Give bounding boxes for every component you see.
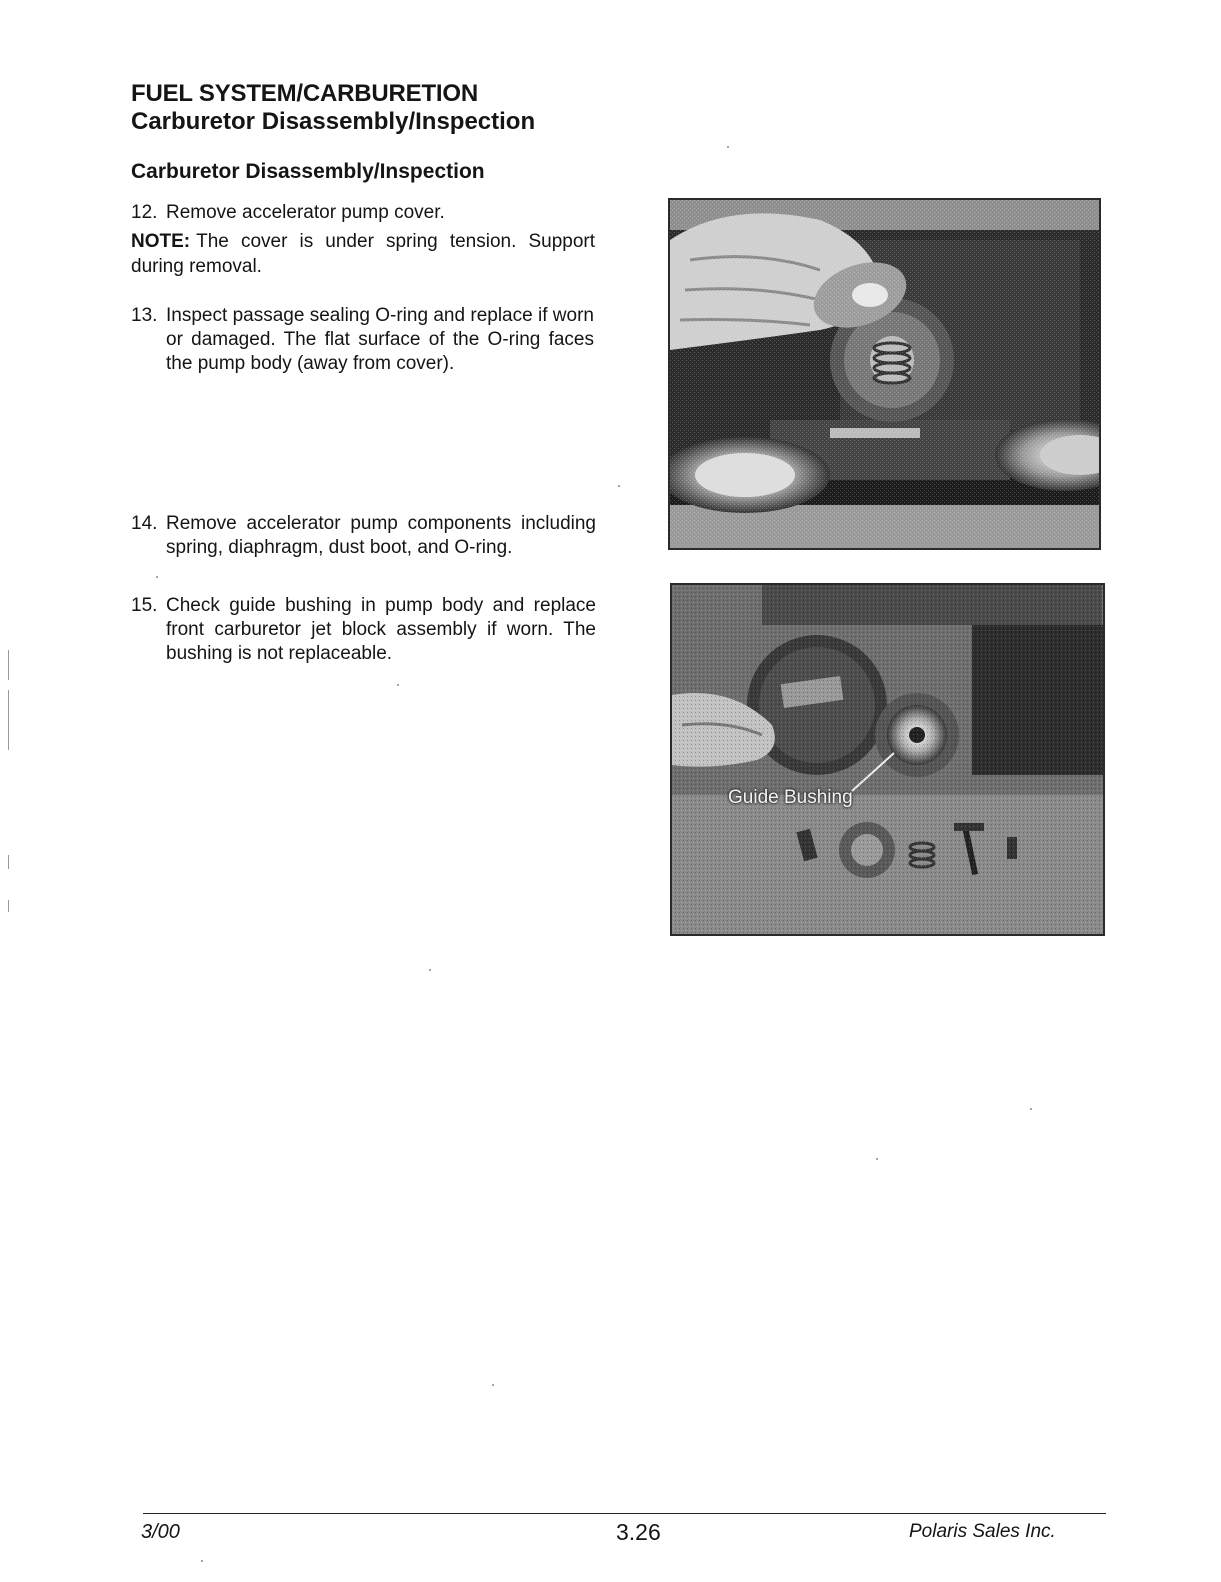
step-14 bbox=[131, 512, 596, 560]
photo-guide-bushing bbox=[670, 583, 1105, 936]
step-number: 12. bbox=[131, 202, 158, 223]
footer-rule bbox=[143, 1513, 1106, 1514]
section-heading: Carburetor Disassembly/Inspection bbox=[131, 160, 485, 183]
footer-date: 3/00 bbox=[141, 1521, 180, 1543]
step-number: 13. bbox=[131, 305, 158, 326]
section-title: FUEL SYSTEM/CARBURETION bbox=[131, 80, 478, 107]
guide-bushing-callout: Guide Bushing bbox=[728, 787, 853, 808]
footer-company: Polaris Sales Inc. bbox=[909, 1521, 1056, 1542]
step-12 bbox=[131, 201, 561, 225]
step-13 bbox=[131, 304, 594, 376]
note-label: NOTE: bbox=[131, 231, 191, 252]
page-subtitle: Carburetor Disassembly/Inspection bbox=[131, 108, 536, 135]
step-text: Remove accelerator pump cover. bbox=[166, 202, 445, 223]
photo-guide-bushing-image bbox=[672, 585, 1103, 934]
step-15 bbox=[131, 594, 596, 666]
photo-pump-cover-removal bbox=[668, 198, 1101, 550]
note bbox=[131, 229, 595, 279]
page-number: 3.26 bbox=[616, 1519, 661, 1545]
note-text: The cover is under spring tension. Support during removal. bbox=[131, 231, 595, 277]
step-number: 14. bbox=[131, 513, 158, 534]
step-number: 15. bbox=[131, 595, 158, 616]
step-text: Inspect passage sealing O-ring and replace if worn or damaged. The flat surface of the O-ring faces the pump body (away from cover). bbox=[166, 305, 594, 374]
step-text: Check guide bushing in pump body and replace front carburetor jet block assembly if worn. The bushing is not replaceable. bbox=[166, 595, 596, 664]
step-text: Remove accelerator pump components including spring, diaphragm, dust boot, and O-ring. bbox=[166, 513, 596, 558]
photo-pump-cover-image bbox=[670, 200, 1099, 548]
